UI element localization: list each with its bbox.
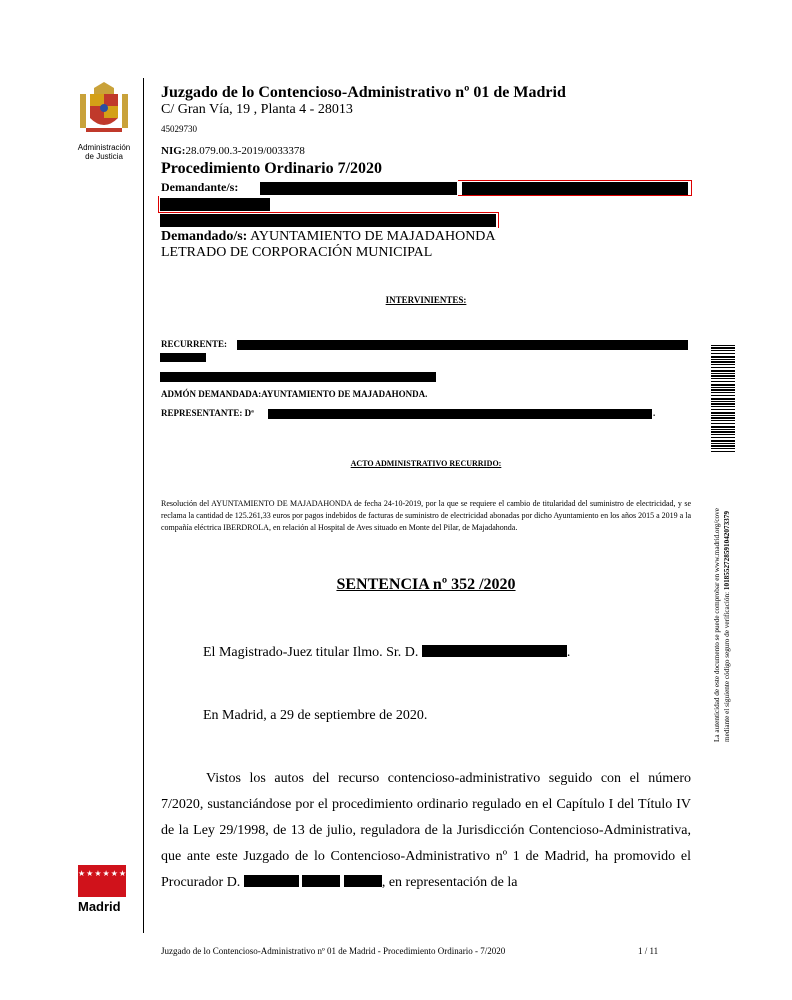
defendant-line1: AYUNTAMIENTO DE MAJADAHONDA: [250, 229, 496, 244]
redaction: [422, 645, 567, 657]
court-name: Juzgado de lo Contencioso-Administrativo nº 01 de Madrid: [161, 84, 566, 101]
judge-line: [203, 645, 570, 661]
justice-logo: [72, 80, 136, 161]
rep-end: .: [653, 408, 656, 418]
procedure-title: Procedimiento Ordinario 7/2020: [161, 160, 383, 177]
admin-defendant: [161, 389, 427, 399]
redaction-outline: [158, 196, 159, 212]
redaction: [244, 875, 299, 887]
left-margin-rule: [143, 78, 144, 933]
nig: [161, 145, 305, 157]
rep-label: REPRESENTANTE: Dª: [161, 408, 254, 418]
sentence-title: SENTENCIA nº 352 /2020: [336, 576, 516, 593]
date-line: En Madrid, a 29 de septiembre de 2020.: [203, 708, 428, 723]
redaction-outline: [458, 180, 692, 196]
nig-label: NIG:: [161, 145, 186, 157]
court-code: 45029730: [161, 124, 197, 134]
redaction: [160, 198, 270, 211]
act-heading: ACTO ADMINISTRATIVO RECURRIDO:: [350, 459, 502, 468]
redaction-outline: [158, 212, 499, 228]
redaction: [260, 182, 457, 195]
redaction: [268, 409, 652, 419]
justice-logo-line1: Administración: [77, 143, 131, 152]
madrid-flag: [78, 865, 136, 897]
redaction: [160, 353, 206, 362]
justice-logo-line2: de Justicia: [85, 152, 123, 161]
sentence-paragraph: [161, 766, 691, 896]
stars-icon: ★★★★★★★: [78, 869, 136, 878]
para-end: , en representación de la: [381, 875, 518, 890]
verification-note: [712, 508, 732, 742]
defendant-label: Demandado/s:: [161, 229, 248, 244]
defendant-block: [161, 229, 496, 261]
court-address: C/ Gran Vía, 19 , Planta 4 - 28013: [161, 102, 353, 117]
madrid-logo-text: Madrid: [78, 899, 121, 914]
verification-code: 1018552728591042073379: [723, 511, 731, 591]
appellant-label: RECURRENTE:: [161, 339, 228, 349]
verification-line2: mediante el siguiente código seguro de verificación:: [723, 590, 731, 742]
admin-label: ADMÓN DEMANDADA:: [161, 389, 262, 399]
admin-value: AYUNTAMIENTO DE MAJADAHONDA.: [261, 389, 428, 399]
act-text: Resolución del AYUNTAMIENTO DE MAJADAHONDA de fecha 24-10-2019, por la que se requiere el cambio de titularidad del suministro de electricidad, y se reclama la cantidad de 125.261,33 euros por pagos indebidos de facturas de suministro de electricidad abonadas por dicho Ayuntamiento en los años 2015 a 2019 a la compañía eléctrica IBERDROLA, en relación al Hospital de Aves situado en Monte del Pilar, de Majadahonda.: [161, 499, 691, 532]
redaction: [237, 340, 688, 350]
redaction: [344, 875, 382, 887]
footer-text: Juzgado de lo Contencioso-Administrativo nº 01 de Madrid - Procedimiento Ordinario - 7/2020: [161, 946, 506, 956]
parties-heading: INTERVINIENTES:: [385, 295, 467, 305]
judge-end: .: [566, 645, 571, 660]
para-text: Vistos los autos del recurso contencioso-administrativo seguido con el número 7/2020, sustanciándose por el procedimiento ordinario regulado en el Capítulo I del Título IV de la Ley 29/1998, de 13 de julio, reguladora de la Jurisdicción Contencioso-Administrativa, que ante este Juzgado de lo Contencioso-Administrativo nº 1 de Madrid, ha promovido el Procurador D.: [161, 771, 691, 890]
coat-of-arms-icon: [78, 80, 130, 138]
redaction: [160, 372, 436, 382]
redaction: [302, 875, 340, 887]
page-number: 1 / 11: [638, 946, 659, 956]
barcode: [711, 345, 735, 453]
defendant-line2: LETRADO DE CORPORACIÓN MUNICIPAL: [161, 245, 433, 260]
madrid-logo: [78, 865, 136, 914]
judge-prefix: El Magistrado-Juez titular Ilmo. Sr. D.: [203, 645, 419, 660]
verification-line1: La autenticidad de este documento se puede comprobar en www.madrid.org/cove: [713, 508, 721, 742]
nig-value: 28.079.00.3-2019/0033378: [185, 145, 305, 157]
plaintiff-label: Demandante/s:: [161, 180, 239, 194]
